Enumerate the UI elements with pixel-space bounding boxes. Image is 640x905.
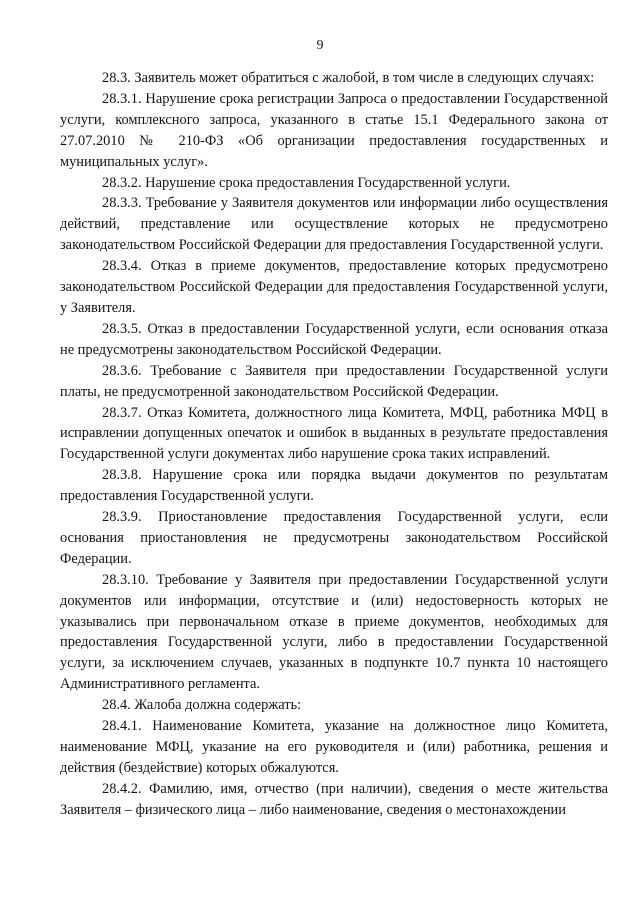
paragraph-28-3-7: 28.3.7. Отказ Комитета, должностного лица Комитета, МФЦ, работника МФЦ в исправлении допущенных опечаток и ошибок в выданных в результате предоставления Государственной услуги документах либо нарушение срока таких исправлений. [60, 404, 608, 463]
paragraph-28-3-6: 28.3.6. Требование с Заявителя при предоставлении Государственной услуги платы, не предусмотренной законодательством Российской Федерации. [60, 362, 608, 400]
paragraph-28-4: 28.4. Жалоба должна содержать: [102, 697, 302, 714]
document-body [60, 68, 608, 821]
paragraph-28-3-5: 28.3.5. Отказ в предоставлении Государственной услуги, если основания отказа не предусмотрены законодательством Российской Федерации. [60, 320, 608, 358]
paragraph-28-3-10: 28.3.10. Требование у Заявителя при предоставлении Государственной услуги документов или информации, отсутствие и (или) недостоверность которых не указывались при первоначальном отказе в приеме документов, необходимых для предоставления Государственной услуги, либо в предоставлении Государственной услуги, за исключением случаев, указанных в подпункте 10.7 пункта 10 настоящего Административного регламента. [60, 571, 608, 693]
paragraph-28-3-2: 28.3.2. Нарушение срока предоставления Государственной услуги. [102, 174, 511, 191]
paragraph-28-3: 28.3. Заявитель может обратиться с жалобой, в том числе в следующих случаях: [102, 70, 595, 86]
paragraph-28-4-2: 28.4.2. Фамилию, имя, отчество (при наличии), сведения о месте жительства Заявителя – физического лица – либо наименование, сведения о местонахождении [60, 780, 608, 818]
paragraph-28-3-9: 28.3.9. Приостановление предоставления Государственной услуги, если основания приостановления не предусмотрены законодательством Российской Федерации. [60, 509, 608, 567]
paragraph-28-3-4: 28.3.4. Отказ в приеме документов, предоставление которых предусмотрено законодательством Российской Федерации для предоставления Государственной услуги, у Заявителя. [60, 258, 608, 316]
paragraph-28-3-8: 28.3.8. Нарушение срока или порядка выдачи документов по результатам предоставления Государственной услуги. [60, 467, 608, 505]
paragraph-28-3-3: 28.3.3. Требование у Заявителя документов или информации либо осуществления действий, представление или осуществление которых не предусмотрено законодательством Российской Федерации для предоставления Государственной услуги. [60, 195, 608, 254]
page-number: 9 [316, 38, 324, 53]
paragraph-28-3-1: 28.3.1. Нарушение срока регистрации Запроса о предоставлении Государственной услуги, комплексного запроса, указанного в статье 15.1 Федерального закона от 27.07.2010 № 210-ФЗ «Об организации предоставления государственных и муниципальных услуг». [60, 90, 608, 170]
paragraph-28-4-1: 28.4.1. Наименование Комитета, указание на должностное лицо Комитета, наименование МФЦ, указание на его руководителя и (или) работника, решения и действия (бездействие) которых обжалуются. [60, 718, 608, 776]
